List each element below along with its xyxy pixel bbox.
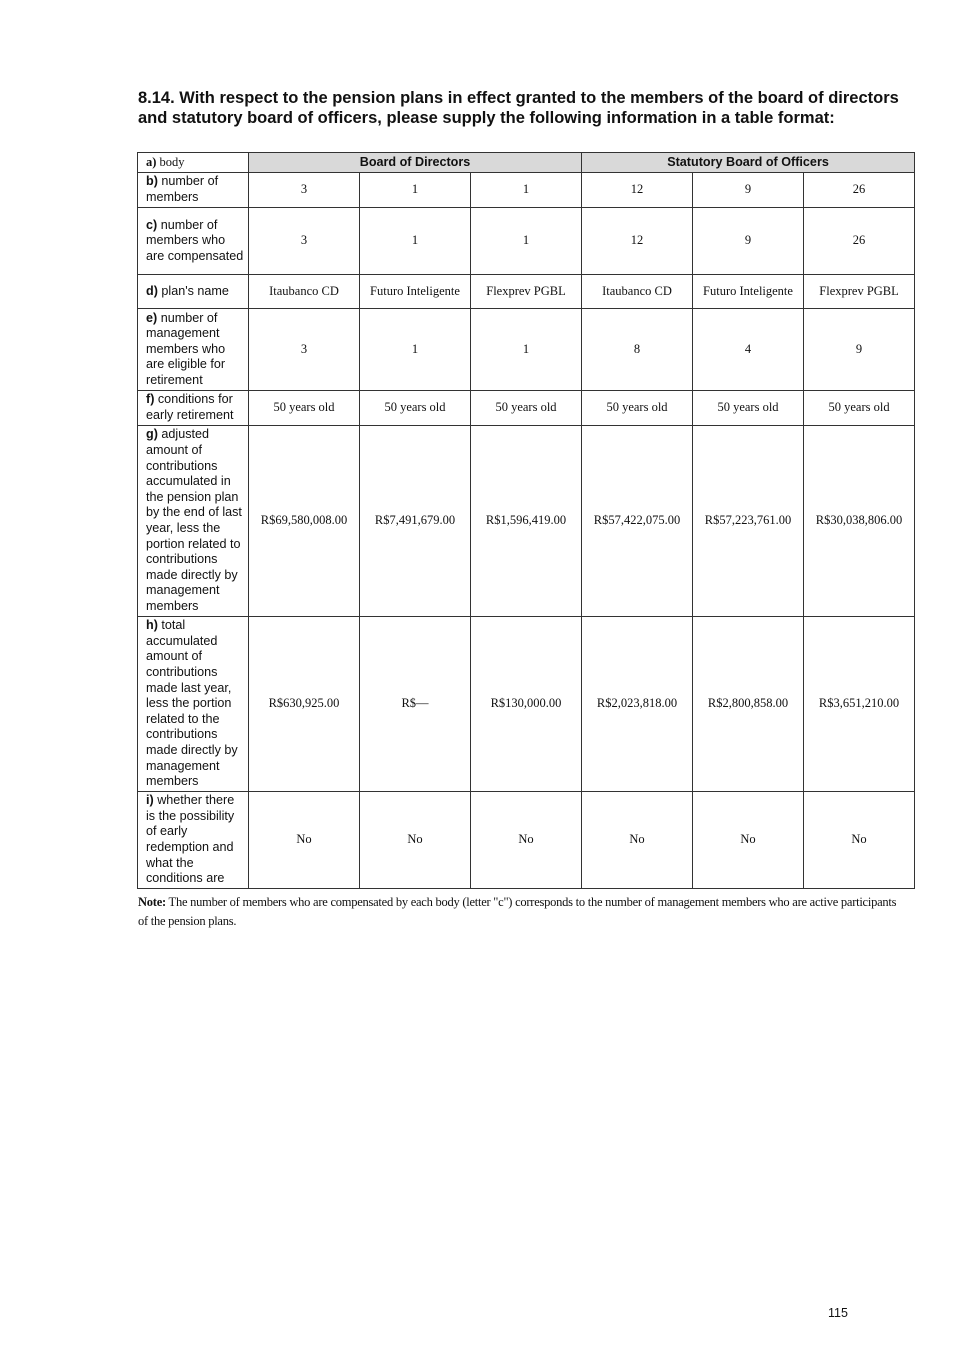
table-cell: 50 years old [471,391,582,426]
table-cell: 26 [804,208,915,275]
table-cell: R$130,000.00 [471,617,582,792]
table-cell: R$2,023,818.00 [582,617,693,792]
table-cell: R$— [360,617,471,792]
table-cell: 12 [582,173,693,208]
table-cell: 1 [471,173,582,208]
table-cell: 3 [249,173,360,208]
group-header-statutory-board-of-officers: Statutory Board of Officers [582,153,915,173]
table-cell: No [471,792,582,889]
table-cell: 50 years old [804,391,915,426]
row-label: f) conditions for early retirement [138,391,249,426]
table-cell: R$2,800,858.00 [693,617,804,792]
table-cell: 3 [249,208,360,275]
table-cell: No [360,792,471,889]
table-cell: Futuro Inteligente [360,275,471,309]
note-text: The number of members who are compensated by each body (letter "c") corresponds to the number of management members who are active participants of the pension plans. [138,895,897,928]
table-cell: Itaubanco CD [582,275,693,309]
group-header-board-of-directors: Board of Directors [249,153,582,173]
table-cell: Flexprev PGBL [804,275,915,309]
table-cell: No [582,792,693,889]
table-cell: 8 [582,309,693,391]
table-cell: 1 [360,173,471,208]
table-cell: R$630,925.00 [249,617,360,792]
table-row [138,617,915,792]
row-label: c) number of members who are compensated [138,208,249,275]
table-cell: 1 [471,309,582,391]
row-label: d) plan's name [138,275,249,309]
table-row [138,426,915,617]
table-row [138,309,915,391]
table-row [138,275,915,309]
table-cell: Itaubanco CD [249,275,360,309]
table-cell: 1 [360,208,471,275]
table-cell: R$57,422,075.00 [582,426,693,617]
table-cell: 26 [804,173,915,208]
table-cell: Futuro Inteligente [693,275,804,309]
table-cell: 1 [471,208,582,275]
section-heading: 8.14. With respect to the pension plans in effect granted to the members of the board of directors and statutory board of officers, please supply the following information in a table format: [138,89,899,127]
pension-plans-table [137,152,915,889]
table-row [138,391,915,426]
table-cell: 4 [693,309,804,391]
table-cell: 50 years old [582,391,693,426]
table-cell: R$7,491,679.00 [360,426,471,617]
table-cell: R$3,651,210.00 [804,617,915,792]
table-cell: R$69,580,008.00 [249,426,360,617]
table-cell: 9 [804,309,915,391]
row-label-body: a) body [138,153,249,173]
row-label: i) whether there is the possibility of early redemption and what the conditions are [138,792,249,889]
table-cell: No [249,792,360,889]
row-label: b) number of members [138,173,249,208]
page-number: 115 [828,1306,848,1320]
note-label: Note: [138,895,166,909]
table-cell: 50 years old [693,391,804,426]
table-cell: 12 [582,208,693,275]
table-cell: R$57,223,761.00 [693,426,804,617]
table-row [138,792,915,889]
table-cell: 9 [693,173,804,208]
table-cell: 50 years old [249,391,360,426]
row-label: g) adjusted amount of contributions accumulated in the pension plan by the end of last year, less the portion related to contributions made directly by management members [138,426,249,617]
table-note [138,893,898,931]
table-cell: 9 [693,208,804,275]
table-cell: 50 years old [360,391,471,426]
table-cell: Flexprev PGBL [471,275,582,309]
row-label: e) number of management members who are eligible for retirement [138,309,249,391]
table-cell: 1 [360,309,471,391]
table-cell: R$30,038,806.00 [804,426,915,617]
table-row [138,208,915,275]
table-cell: No [693,792,804,889]
table-cell: R$1,596,419.00 [471,426,582,617]
table-row [138,173,915,208]
table-cell: 3 [249,309,360,391]
table-header-row [138,153,915,173]
row-label: h) total accumulated amount of contributions made last year, less the portion related to the contributions made directly by management members [138,617,249,792]
table-cell: No [804,792,915,889]
